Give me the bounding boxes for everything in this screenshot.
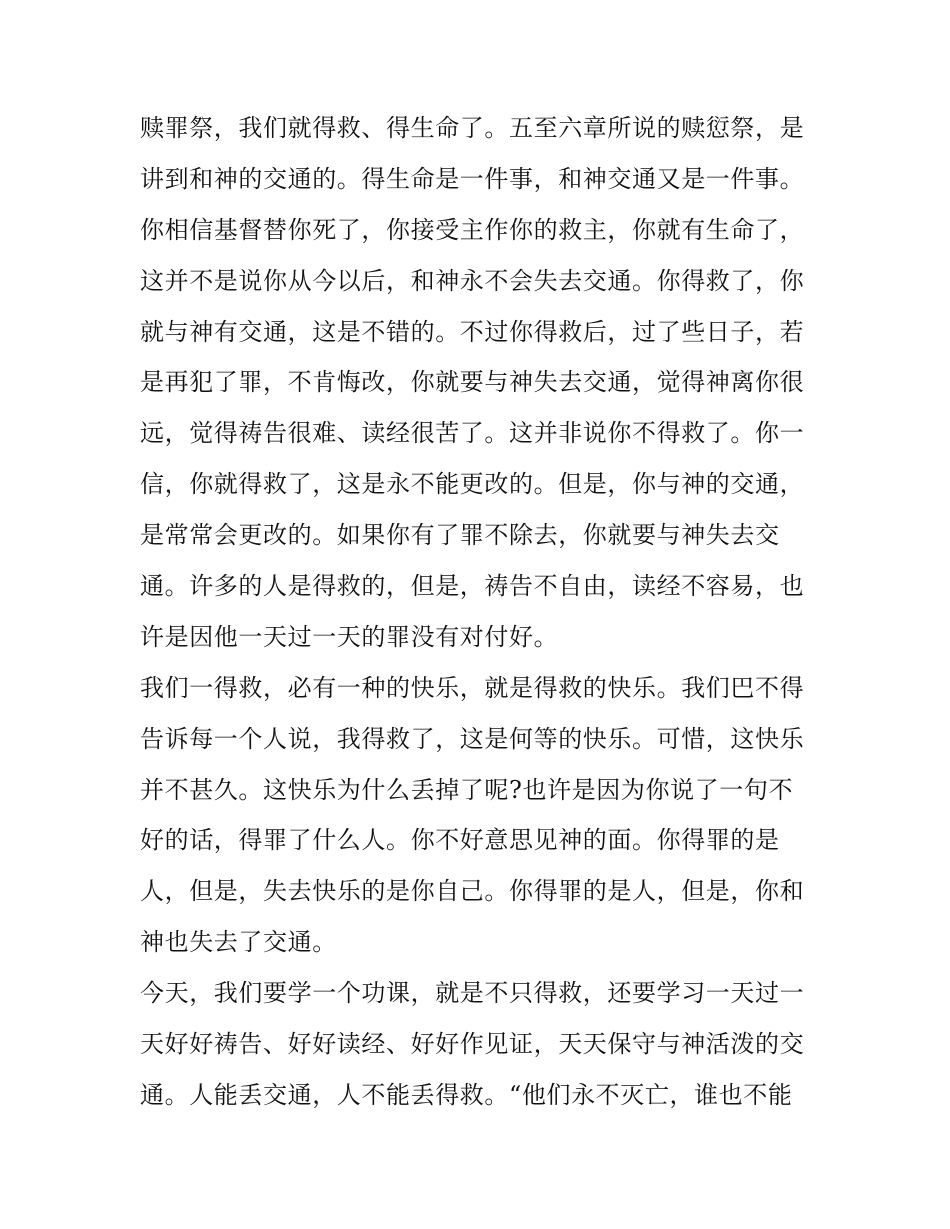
text-line: 这并不是说你从今以后，和神永不会失去交通。你得救了，你: [140, 266, 805, 295]
text-line: 许是因他一天过一天的罪没有对付好。: [140, 622, 559, 651]
text-line: 远，觉得祷告很难、读经很苦了。这并非说你不得救了。你一: [140, 419, 805, 448]
text-line: 好的话，得罪了什么人。你不好意思见神的面。你得罪的是: [140, 826, 780, 855]
text-line: 我们一得救，必有一种的快乐，就是得救的快乐。我们巴不得: [140, 673, 805, 702]
text-line: 通。人能丢交通，人不能丢得救。“他们永不灭亡，谁也不能: [140, 1080, 793, 1109]
text-line: 是常常会更改的。如果你有了罪不除去，你就要与神失去交: [140, 521, 780, 550]
text-line: 人，但是，失去快乐的是你自己。你得罪的是人，但是，你和: [140, 877, 805, 906]
text-line: 信，你就得救了，这是永不能更改的。但是，你与神的交通，: [140, 470, 805, 499]
text-line: 就与神有交通，这是不错的。不过你得救后，过了些日子，若: [140, 317, 805, 346]
text-line: 你相信基督替你死了，你接受主作你的救主，你就有生命了，: [140, 215, 805, 244]
text-line: 今天，我们要学一个功课，就是不只得救，还要学习一天过一: [140, 979, 805, 1008]
text-line: 讲到和神的交通的。得生命是一件事，和神交通又是一件事。: [140, 164, 805, 193]
text-line: 是再犯了罪，不肯悔改，你就要与神失去交通，觉得神离你很: [140, 368, 805, 397]
text-line: 神也失去了交通。: [140, 928, 337, 957]
document-body: [140, 103, 820, 1121]
text-line: 赎罪祭，我们就得救、得生命了。五至六章所说的赎愆祭，是: [140, 114, 805, 142]
text-line: 告诉每一个人说，我得救了，这是何等的快乐。可惜，这快乐: [140, 724, 805, 753]
text-line: 通。许多的人是得救的，但是，祷告不自由，读经不容易，也: [140, 572, 805, 601]
text-line: 天好好祷告、好好读经、好好作见证，天天保守与神活泼的交: [140, 1030, 805, 1059]
text-line: 并不甚久。这快乐为什么丢掉了呢?也许是因为你说了一句不: [140, 775, 794, 804]
